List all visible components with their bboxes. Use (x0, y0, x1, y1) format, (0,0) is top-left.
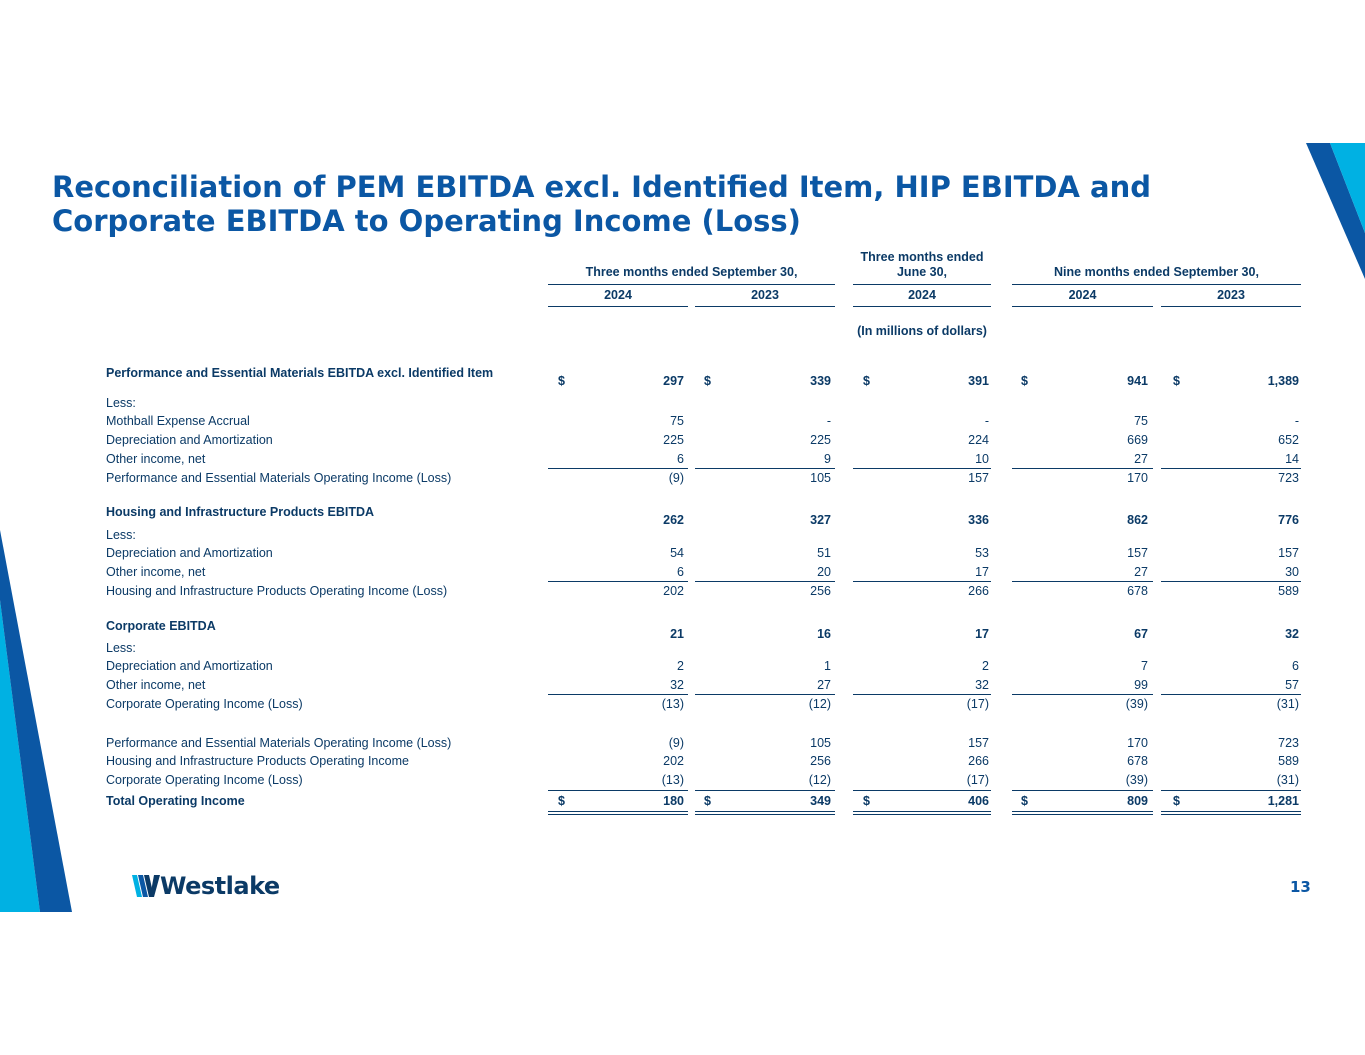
currency-symbol: $ (1021, 374, 1028, 388)
value-cell: 327 (810, 513, 831, 527)
row-label: Depreciation and Amortization (106, 659, 273, 673)
value-cell: 9 (824, 452, 831, 466)
value-cell: 678 (1127, 754, 1148, 768)
value-cell: (39) (1125, 773, 1148, 787)
year-header: 2024 (1068, 288, 1097, 302)
value-cell: 1,389 (1267, 374, 1299, 388)
table-row (0, 505, 1365, 527)
value-cell: 256 (810, 584, 831, 598)
total-top-rule (853, 790, 991, 791)
value-cell: - (984, 414, 989, 428)
row-label: Other income, net (106, 565, 206, 579)
value-cell: 105 (810, 736, 831, 750)
table-row (0, 736, 1365, 754)
value-cell: 17 (975, 565, 989, 579)
value-cell: (12) (808, 773, 831, 787)
table-row (0, 366, 1365, 388)
subtotal-rule (1161, 581, 1301, 582)
value-cell: 2 (677, 659, 684, 673)
right-decorative-stripes (1300, 143, 1365, 283)
value-cell: 105 (810, 471, 831, 485)
subtotal-rule (695, 581, 835, 582)
value-cell: 1,281 (1267, 794, 1299, 808)
subtotal-rule (853, 468, 991, 469)
row-label: Corporate Operating Income (Loss) (106, 773, 303, 787)
value-cell: 16 (817, 627, 831, 641)
table-row (0, 584, 1365, 602)
slide-title-line-1: Reconciliation of PEM EBITDA excl. Identified Item, HIP EBITDA and (52, 170, 1151, 204)
value-cell: 54 (670, 546, 684, 560)
table-row (0, 754, 1365, 772)
value-cell: (17) (966, 773, 989, 787)
value-cell: 336 (968, 513, 989, 527)
subtotal-rule (1012, 468, 1153, 469)
value-cell: (9) (668, 471, 684, 485)
value-cell: 589 (1278, 584, 1299, 598)
value-cell: 67 (1134, 627, 1148, 641)
subtotal-rule (1161, 694, 1301, 695)
value-cell: 51 (817, 546, 831, 560)
total-top-rule (548, 790, 688, 791)
row-label: Performance and Essential Materials EBITDA excl. Identified Item (106, 366, 494, 380)
currency-symbol: $ (558, 374, 565, 388)
value-cell: 32 (1285, 627, 1299, 641)
subtotal-rule (548, 581, 688, 582)
value-cell: 862 (1127, 513, 1148, 527)
westlake-w-mark-icon (132, 873, 162, 899)
subtotal-rule (548, 468, 688, 469)
value-cell: 157 (1127, 546, 1148, 560)
westlake-logo (132, 870, 280, 902)
header-rule (1012, 284, 1301, 285)
currency-symbol: $ (863, 794, 870, 808)
year-rule (695, 306, 835, 307)
value-cell: 75 (1134, 414, 1148, 428)
year-header: 2023 (751, 288, 779, 302)
currency-symbol: $ (704, 374, 711, 388)
year-rule (853, 306, 991, 307)
table-row (0, 773, 1365, 791)
header-three-months-june-line1: Three months ended (860, 250, 984, 264)
row-label: Less: (106, 641, 136, 655)
value-cell: 809 (1127, 794, 1148, 808)
value-cell: 7 (1141, 659, 1148, 673)
value-cell: 224 (968, 433, 989, 447)
table-row (0, 619, 1365, 641)
value-cell: 14 (1285, 452, 1299, 466)
value-cell: 27 (1134, 452, 1148, 466)
value-cell: 225 (663, 433, 684, 447)
value-cell: 349 (810, 794, 831, 808)
slide-title (52, 170, 1252, 238)
value-cell: 723 (1278, 736, 1299, 750)
value-cell: 10 (975, 452, 989, 466)
value-cell: 1 (824, 659, 831, 673)
total-double-rule (695, 811, 835, 815)
row-label: Less: (106, 396, 136, 410)
subtotal-rule (695, 694, 835, 695)
table-row (0, 471, 1365, 489)
total-top-rule (1012, 790, 1153, 791)
year-header: 2023 (1217, 288, 1245, 302)
total-double-rule (1161, 811, 1301, 815)
value-cell: 669 (1127, 433, 1148, 447)
row-label: Corporate Operating Income (Loss) (106, 697, 303, 711)
value-cell: 75 (670, 414, 684, 428)
value-cell: 225 (810, 433, 831, 447)
total-top-rule (695, 790, 835, 791)
value-cell: 53 (975, 546, 989, 560)
value-cell: 256 (810, 754, 831, 768)
value-cell: 678 (1127, 584, 1148, 598)
value-cell: 17 (975, 627, 989, 641)
total-double-rule (548, 811, 688, 815)
value-cell: 266 (968, 584, 989, 598)
header-nine-months-sep: Nine months ended September 30, (1054, 265, 1259, 279)
currency-symbol: $ (863, 374, 870, 388)
value-cell: - (1294, 414, 1299, 428)
row-label: Mothball Expense Accrual (106, 414, 250, 428)
table-row (0, 396, 1365, 414)
value-cell: 20 (817, 565, 831, 579)
total-top-rule (1161, 790, 1301, 791)
value-cell: 27 (817, 678, 831, 692)
header-three-months-june-line2: June 30, (896, 265, 948, 279)
value-cell: 776 (1278, 513, 1299, 527)
table-row (0, 414, 1365, 432)
value-cell: 6 (677, 565, 684, 579)
table-row (0, 546, 1365, 564)
value-cell: 202 (663, 584, 684, 598)
value-cell: 180 (663, 794, 684, 808)
row-label: Corporate EBITDA (106, 619, 216, 633)
slide-title-line-2: Corporate EBITDA to Operating Income (Loss) (52, 204, 801, 238)
value-cell: (9) (668, 736, 684, 750)
row-label: Depreciation and Amortization (106, 433, 273, 447)
value-cell: 57 (1285, 678, 1299, 692)
value-cell: (17) (966, 697, 989, 711)
row-label: Total Operating Income (106, 794, 245, 808)
year-rule (548, 306, 688, 307)
currency-symbol: $ (704, 794, 711, 808)
row-label: Performance and Essential Materials Operating Income (Loss) (106, 471, 452, 485)
value-cell: - (826, 414, 831, 428)
value-cell: (39) (1125, 697, 1148, 711)
value-cell: 297 (663, 374, 684, 388)
value-cell: 30 (1285, 565, 1299, 579)
table-row (0, 659, 1365, 677)
value-cell: (31) (1276, 773, 1299, 787)
value-cell: 589 (1278, 754, 1299, 768)
value-cell: 157 (968, 736, 989, 750)
value-cell: 262 (663, 513, 684, 527)
value-cell: 266 (968, 754, 989, 768)
year-header: 2024 (604, 288, 632, 302)
header-three-months-sep: Three months ended September 30, (585, 265, 798, 279)
total-double-rule (853, 811, 991, 815)
row-label: Other income, net (106, 678, 206, 692)
currency-symbol: $ (1021, 794, 1028, 808)
subtotal-rule (1012, 694, 1153, 695)
table-row (0, 641, 1365, 659)
year-rule (1161, 306, 1301, 307)
value-cell: 21 (670, 627, 684, 641)
row-label: Other income, net (106, 452, 206, 466)
value-cell: 406 (968, 794, 989, 808)
subtotal-rule (1161, 468, 1301, 469)
logo-wordmark: Westlake (160, 872, 280, 900)
row-label: Housing and Infrastructure Products Operating Income (106, 754, 409, 768)
value-cell: 99 (1134, 678, 1148, 692)
value-cell: 6 (677, 452, 684, 466)
page-number: 13 (1290, 878, 1311, 896)
value-cell: 27 (1134, 565, 1148, 579)
row-label: Housing and Infrastructure Products Operating Income (Loss) (106, 584, 448, 598)
units-note: (In millions of dollars) (857, 324, 987, 338)
value-cell: (13) (661, 773, 684, 787)
currency-symbol: $ (558, 794, 565, 808)
header-rule (853, 284, 991, 285)
currency-symbol: $ (1173, 374, 1180, 388)
value-cell: 170 (1127, 471, 1148, 485)
year-header: 2024 (908, 288, 936, 302)
row-label: Performance and Essential Materials Operating Income (Loss) (106, 736, 452, 750)
subtotal-rule (548, 694, 688, 695)
row-label: Less: (106, 528, 136, 542)
value-cell: 391 (968, 374, 989, 388)
subtotal-rule (695, 468, 835, 469)
value-cell: 170 (1127, 736, 1148, 750)
table-row (0, 528, 1365, 546)
year-rule (1012, 306, 1153, 307)
value-cell: 157 (968, 471, 989, 485)
subtotal-rule (853, 694, 991, 695)
value-cell: (13) (661, 697, 684, 711)
value-cell: 941 (1127, 374, 1148, 388)
value-cell: (12) (808, 697, 831, 711)
table-row (0, 794, 1365, 812)
value-cell: 2 (982, 659, 989, 673)
total-double-rule (1012, 811, 1153, 815)
row-label: Housing and Infrastructure Products EBITDA (106, 505, 375, 519)
currency-symbol: $ (1173, 794, 1180, 808)
table-row (0, 433, 1365, 451)
table-row (0, 697, 1365, 715)
value-cell: 157 (1278, 546, 1299, 560)
header-rule (548, 284, 835, 285)
value-cell: 6 (1292, 659, 1299, 673)
value-cell: 32 (670, 678, 684, 692)
subtotal-rule (1012, 581, 1153, 582)
subtotal-rule (853, 581, 991, 582)
value-cell: (31) (1276, 697, 1299, 711)
row-label: Depreciation and Amortization (106, 546, 273, 560)
value-cell: 723 (1278, 471, 1299, 485)
value-cell: 339 (810, 374, 831, 388)
value-cell: 32 (975, 678, 989, 692)
value-cell: 652 (1278, 433, 1299, 447)
value-cell: 202 (663, 754, 684, 768)
